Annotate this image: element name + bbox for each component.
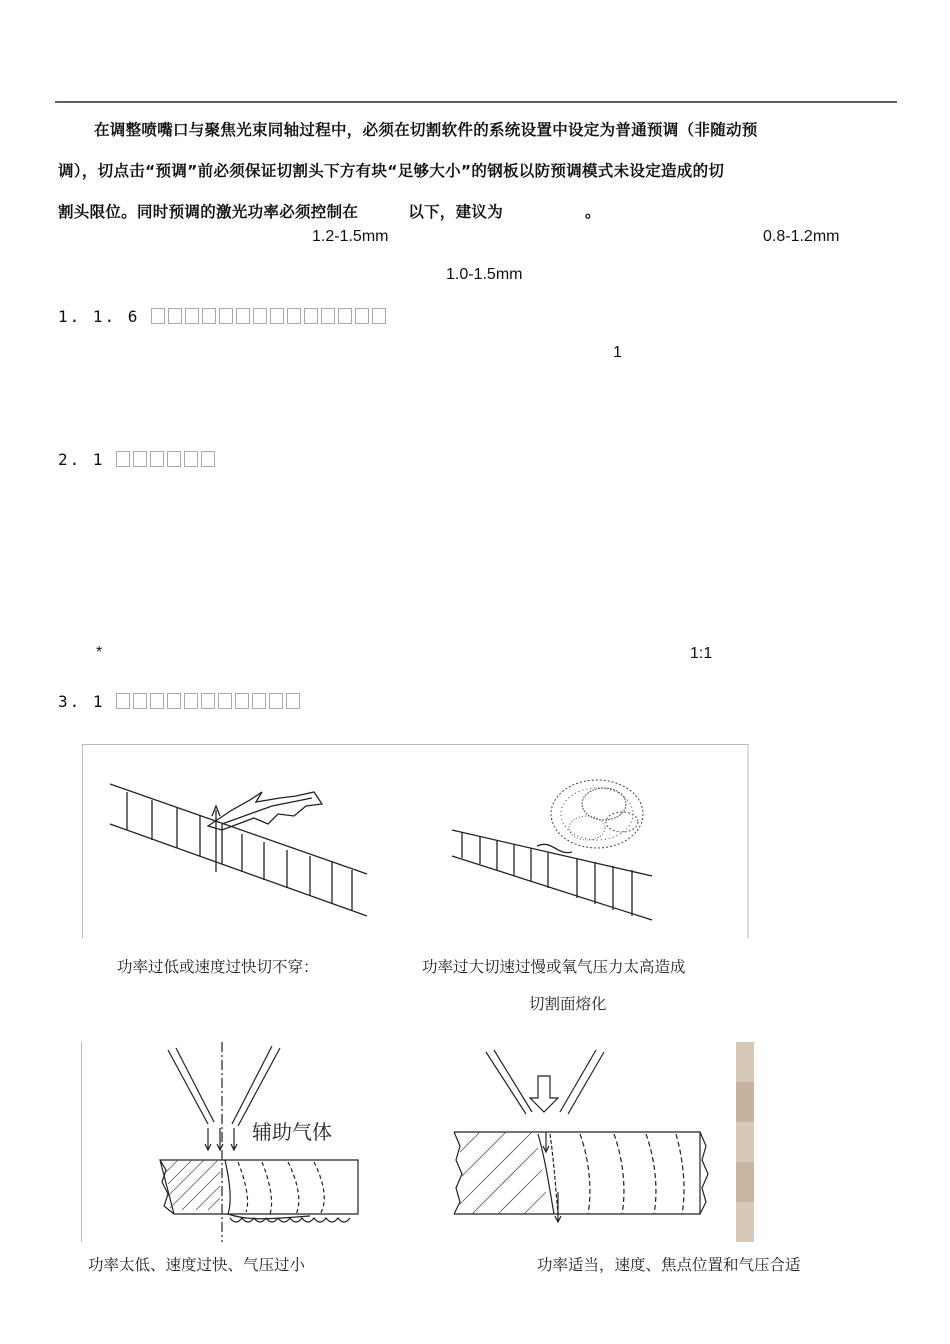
missing-glyph-box xyxy=(202,308,216,324)
missing-glyph-boxes xyxy=(116,692,303,711)
right-plate-illustration xyxy=(452,830,652,920)
missing-glyph-box xyxy=(167,451,181,467)
assist-gas-label: 辅助气体 xyxy=(252,1120,332,1144)
ratio-value: 1:1 xyxy=(690,645,713,662)
missing-glyph-box xyxy=(201,693,215,709)
missing-glyph-box xyxy=(219,308,233,324)
preadjust-paragraph xyxy=(58,110,898,233)
heading-number: 3. 1 xyxy=(58,692,105,711)
missing-glyph-boxes xyxy=(116,450,218,469)
cutting-defects-figure xyxy=(82,744,750,940)
missing-glyph-box xyxy=(218,693,232,709)
missing-glyph-box xyxy=(167,693,181,709)
caption-low-power: 功率太低、速度过快、气压过小 xyxy=(88,1256,306,1274)
missing-glyph-box xyxy=(235,693,249,709)
heading-number: 1. 1. 6 xyxy=(58,307,140,326)
missing-glyph-box xyxy=(253,308,267,324)
missing-glyph-box xyxy=(252,693,266,709)
missing-glyph-box xyxy=(150,693,164,709)
paragraph-line-3a: 割头限位。同时预调的激光功率必须控制在 xyxy=(58,203,359,221)
missing-glyph-box xyxy=(184,451,198,467)
caption-underpowered: 功率过低或速度过快切不穿： xyxy=(117,958,319,976)
left-hatching xyxy=(166,1160,220,1210)
right-hatching xyxy=(460,1132,546,1214)
range-value-2: 0.8-1.2mm xyxy=(763,228,840,245)
caption-correct-settings: 功率适当，速度、焦点位置和气压合适 xyxy=(537,1256,801,1274)
section-heading-1-1-6 xyxy=(58,307,389,326)
missing-glyph-box xyxy=(286,693,300,709)
missing-glyph-box xyxy=(304,308,318,324)
missing-glyph-boxes xyxy=(151,307,389,326)
missing-glyph-box xyxy=(151,308,165,324)
missing-glyph-box xyxy=(269,693,283,709)
missing-glyph-box xyxy=(133,451,147,467)
heading-number: 2. 1 xyxy=(58,450,105,469)
missing-glyph-box xyxy=(355,308,369,324)
missing-glyph-box xyxy=(133,693,147,709)
section-heading-3-1 xyxy=(58,692,303,711)
missing-glyph-box xyxy=(338,308,352,324)
missing-glyph-box xyxy=(236,308,250,324)
missing-glyph-box xyxy=(184,693,198,709)
missing-glyph-box xyxy=(116,451,130,467)
missing-glyph-box xyxy=(270,308,284,324)
caption-overpowered-line1: 功率过大切速过慢或氧气压力太高造成 xyxy=(422,958,686,976)
range-value-1: 1.2-1.5mm xyxy=(312,228,389,245)
missing-glyph-box xyxy=(150,451,164,467)
asterisk-mark: * xyxy=(96,644,103,661)
range-value-3: 1.0-1.5mm xyxy=(446,266,523,283)
paragraph-line-2: 调），切点击“预调”前必须保证切割头下方有块“足够大小”的钢板以防预调模式未设定造成的切 xyxy=(58,162,725,180)
missing-glyph-box xyxy=(372,308,386,324)
number-one: 1 xyxy=(613,344,622,361)
missing-glyph-box xyxy=(168,308,182,324)
right-kerf-diagram xyxy=(454,1050,708,1222)
header-rule xyxy=(55,101,897,103)
missing-glyph-box xyxy=(287,308,301,324)
paragraph-line-1: 在调整喷嘴口与聚焦光束同轴过程中，必须在切割软件的系统设置中设定为普通预调（非随动预 xyxy=(94,121,758,139)
spatter-cloud xyxy=(551,780,643,848)
caption-overpowered-line2: 切割面熔化 xyxy=(529,995,607,1013)
paragraph-line-3b: 以下，建议为 xyxy=(408,203,504,221)
assist-gas-figure xyxy=(80,1042,756,1242)
missing-glyph-box xyxy=(116,693,130,709)
missing-glyph-box xyxy=(201,451,215,467)
missing-glyph-box xyxy=(185,308,199,324)
left-plate-illustration xyxy=(110,784,367,916)
paragraph-line-3c: 。 xyxy=(585,203,601,221)
missing-glyph-box xyxy=(321,308,335,324)
edge-texture xyxy=(736,1042,754,1242)
section-heading-2-1 xyxy=(58,450,218,469)
